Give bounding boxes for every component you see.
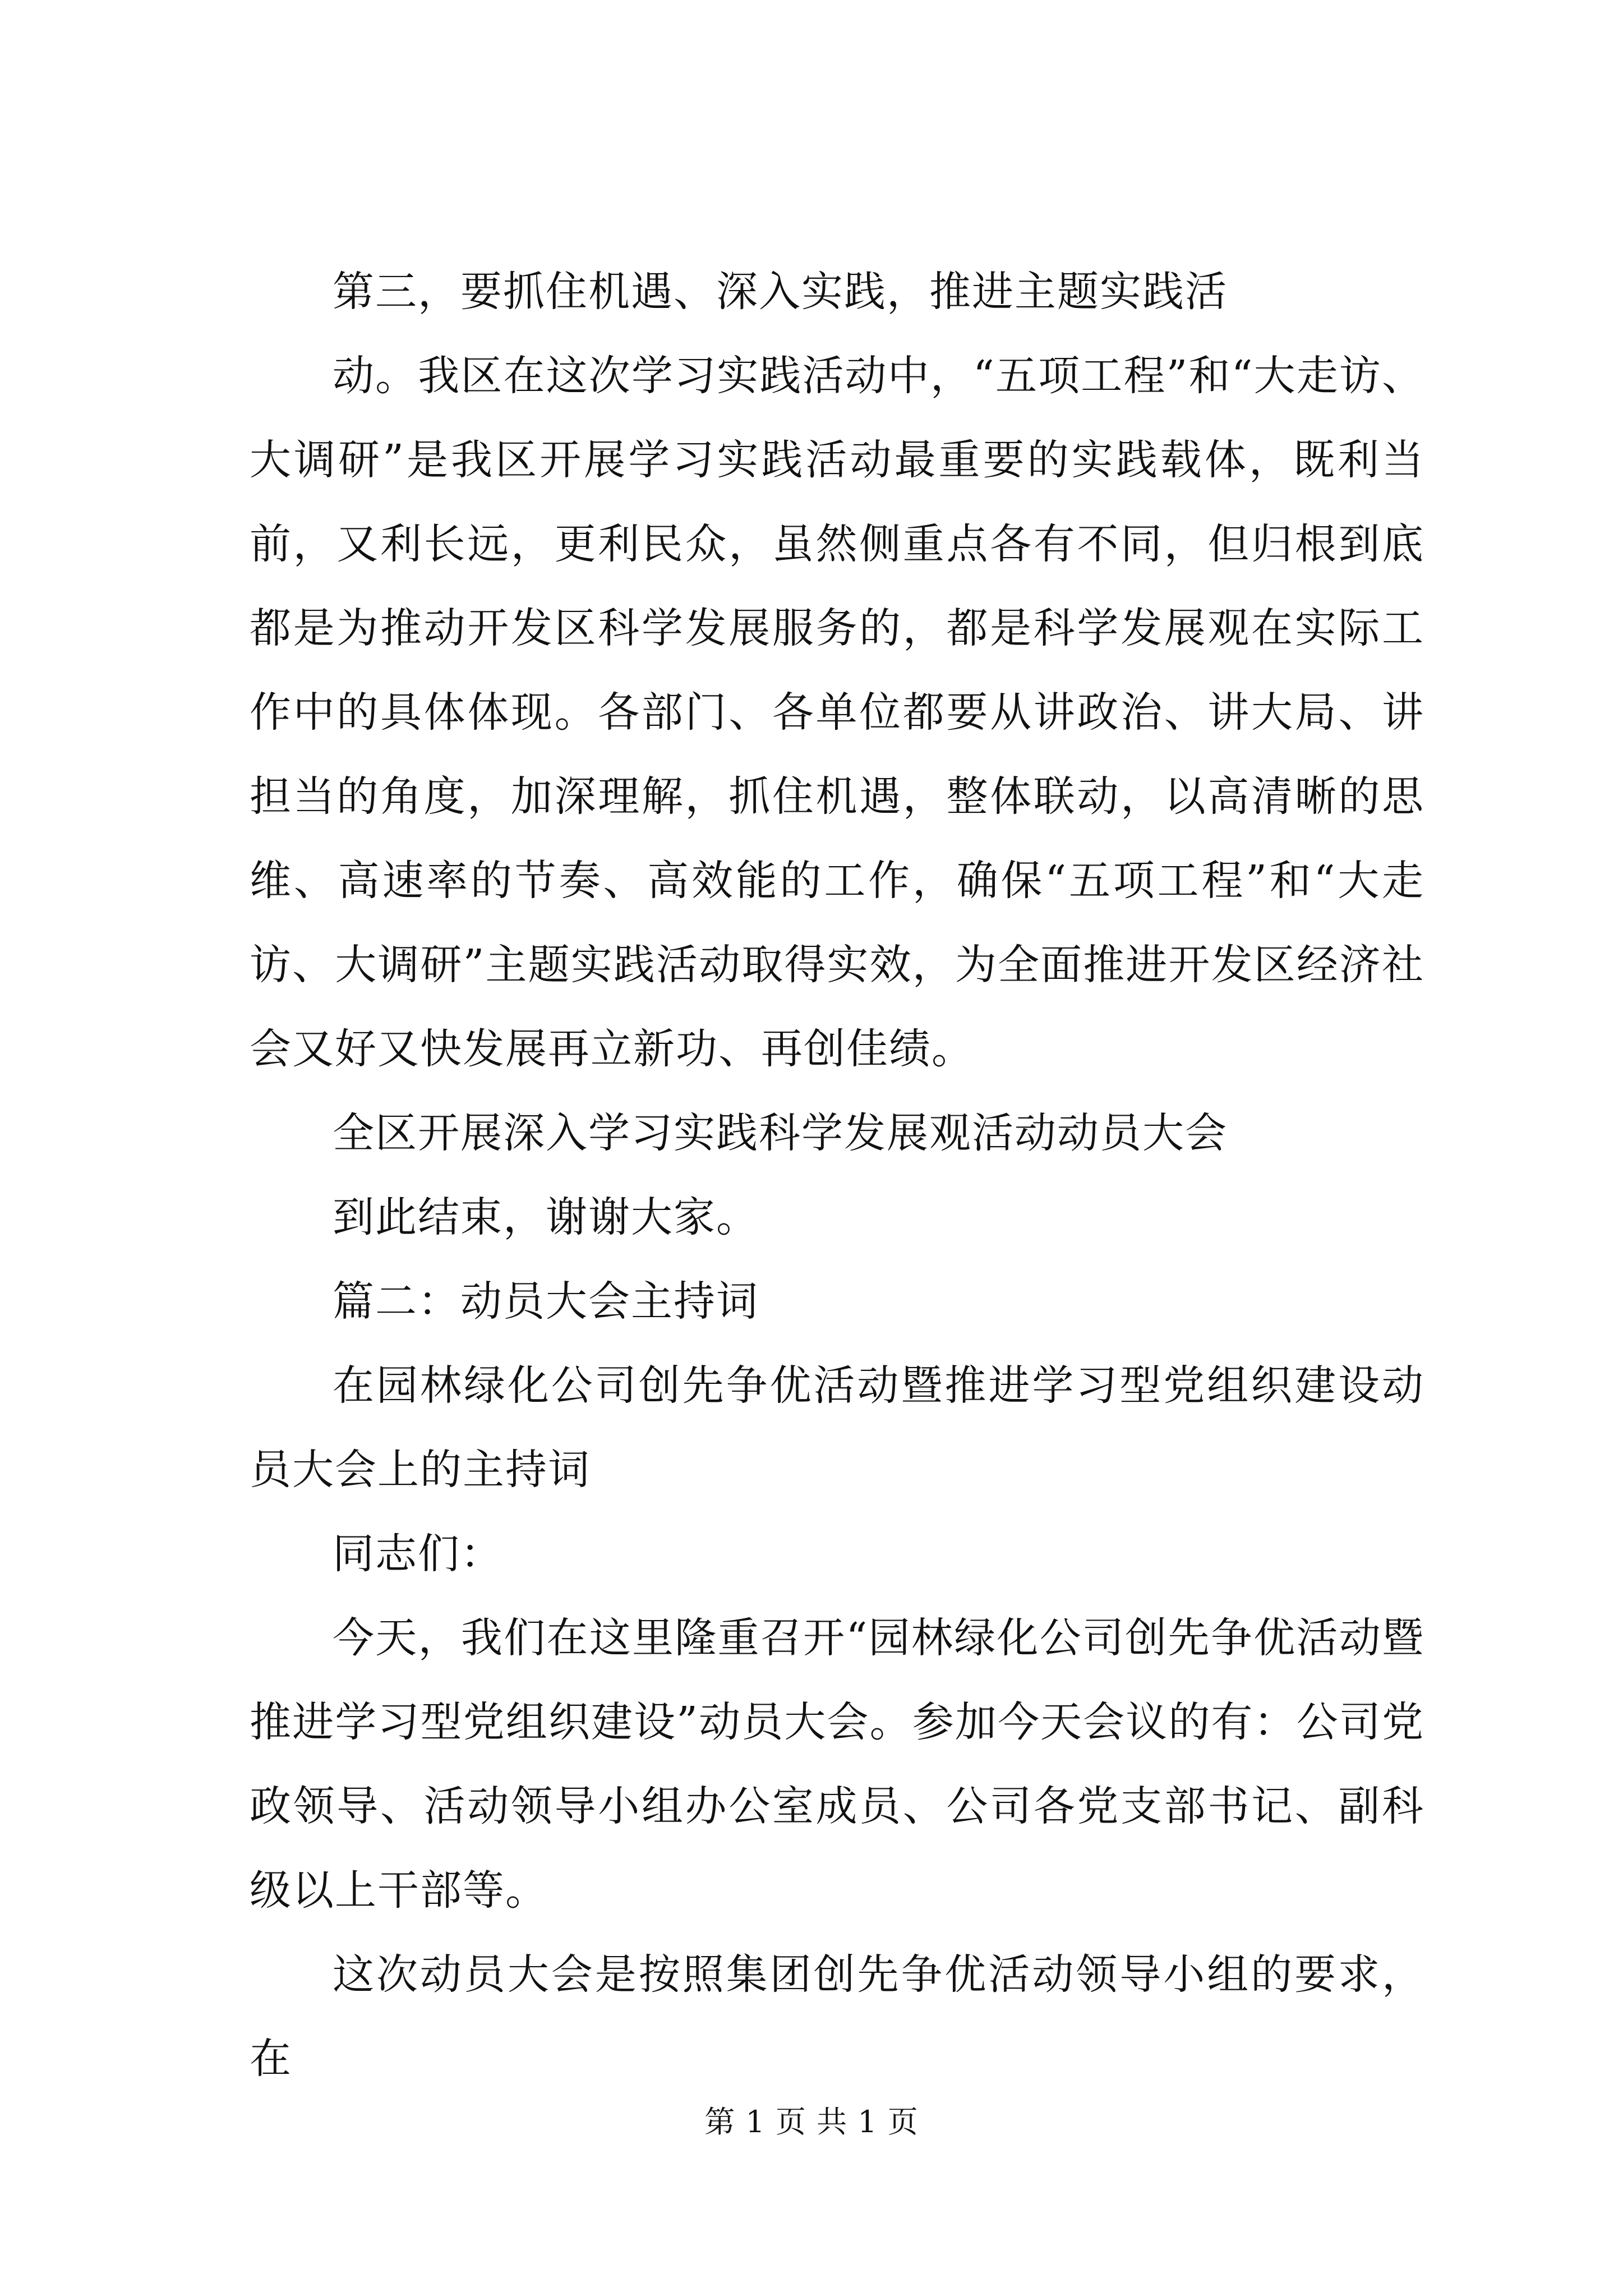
page-footer: 第 1 页 共 1 页 bbox=[704, 2104, 919, 2139]
paragraph-8: 今天，我们在这里隆重召开“园林绿化公司创先争优活动暨推进学习型党组织建设”动员大会。参加今天会议的有：公司党政领导、活动领导小组办公室成员、公司各党支部书记、副科级以上干部等。 bbox=[250, 1614, 1424, 1915]
salutation: 同志们： bbox=[333, 1530, 503, 1578]
paragraph-3: 全区开展深入学习实践科学发展观活动动员大会 bbox=[333, 1109, 1228, 1157]
paragraph-9: 这次动员大会是按照集团创先争优活动领导小组的要求，在 bbox=[250, 1950, 1424, 2083]
paragraph-4: 到此结束，谢谢大家。 bbox=[333, 1193, 759, 1241]
document-body bbox=[250, 250, 1424, 2101]
paragraph-2: 动。我区在这次学习实践活动中，“五项工程”和“大走访、大调研”是我区开展学习实践活动最重要的实践载体，既利当前，又利长远，更利民众，虽然侧重点各有不同，但归根到底都是为推动开发区科学发展服务的，都是科学发展观在实际工作中的具体体现。各部门、各单位都要从讲政治、讲大局、讲担当的角度，加深理解，抓住机遇，整体联动，以高清晰的思维、高速率的节奏、高效能的工作，确保“五项工程”和“大走访、大调研”主题实践活动取得实效，为全面推进开发区经济社会又好又快发展再立新功、再创佳绩。 bbox=[250, 352, 1424, 1073]
paragraph-6: 在园林绿化公司创先争优活动暨推进学习型党组织建设动员大会上的主持词 bbox=[250, 1361, 1424, 1494]
paragraph-1: 第三，要抓住机遇、深入实践，推进主题实践活 bbox=[333, 268, 1228, 316]
section-heading: 篇二：动员大会主持词 bbox=[333, 1277, 759, 1326]
